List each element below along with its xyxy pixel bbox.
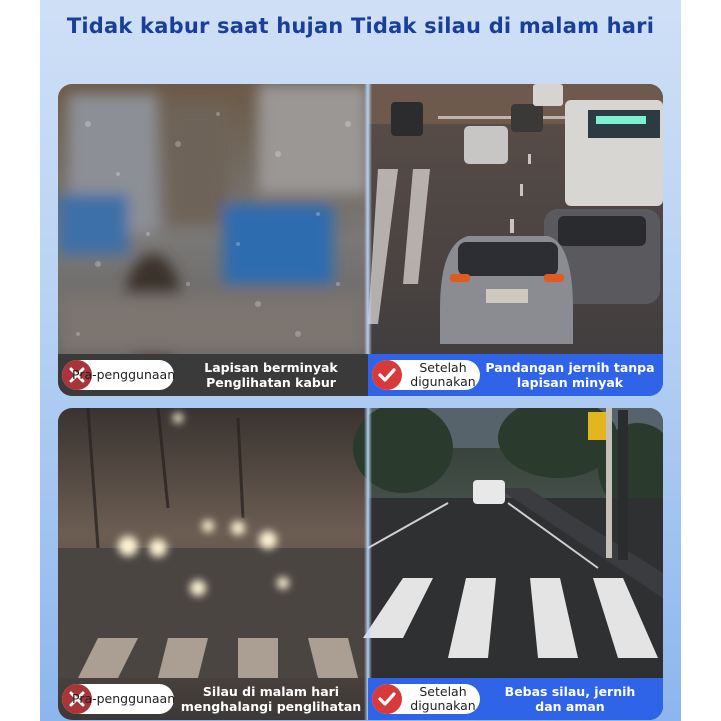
after-badge [372, 684, 480, 714]
check-mark-icon [372, 684, 402, 714]
before-caption [176, 684, 366, 714]
before-caption [176, 360, 366, 390]
before-caption-line-2: menghalangi penglihatan [180, 699, 362, 714]
glare-night-view [58, 408, 368, 720]
after-badge [372, 360, 480, 390]
night-comparison-panel [58, 408, 663, 720]
blurred-rain-view [58, 84, 368, 396]
after-caption-bar [368, 354, 663, 396]
before-badge [62, 360, 174, 390]
before-caption-line-2: Penglihatan kabur [206, 375, 336, 390]
comparison-divider [364, 84, 372, 396]
after-badge-line-2: digunakan [410, 698, 476, 713]
before-caption-line-1: Lapisan berminyak [204, 360, 338, 375]
after-badge-label [408, 685, 478, 713]
after-badge-line-1: Setelah [419, 360, 467, 375]
before-caption-bar [58, 678, 368, 720]
after-caption-line-1: Bebas silau, jernih [504, 684, 636, 699]
clear-night-view [353, 408, 663, 720]
headline: Tidak kabur saat hujan Tidak silau di malam hari [66, 14, 655, 38]
before-badge [62, 684, 174, 714]
after-caption-line-2: lapisan minyak [516, 375, 624, 390]
before-caption-line-1: Silau di malam hari [202, 684, 340, 699]
after-caption [480, 360, 660, 390]
check-mark-icon [372, 360, 402, 390]
after-caption-line-1: Pandangan jernih tanpa [485, 360, 655, 375]
rain-scene-image [58, 84, 663, 396]
night-scene-image [58, 408, 663, 720]
after-badge-label [408, 361, 478, 389]
after-caption-line-2: dan aman [535, 699, 605, 714]
comparison-divider [364, 408, 372, 720]
clear-rain-view [368, 84, 663, 396]
after-badge-line-2: digunakan [410, 374, 476, 389]
before-badge-label: Pra-penggunaan [72, 367, 176, 382]
after-caption [480, 684, 660, 714]
before-badge-label: Pra-penggunaan [72, 691, 176, 706]
before-caption-bar [58, 354, 368, 396]
after-badge-line-1: Setelah [419, 684, 467, 699]
rain-comparison-panel [58, 84, 663, 396]
after-caption-bar [368, 678, 663, 720]
